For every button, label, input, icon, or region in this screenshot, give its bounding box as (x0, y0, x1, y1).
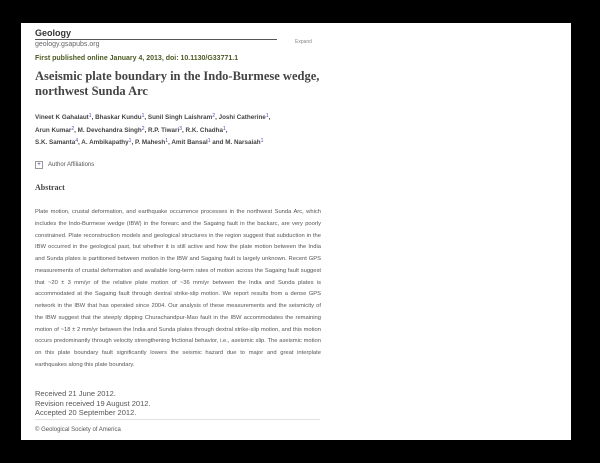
publication-line: First published online January 4, 2013, doi: 10.1130/G33771.1 (35, 55, 239, 62)
abstract-text: Plate motion, crustal deformation, and earthquake occurrence processes in the northwest Sunda Arc, which includes the Indo-Burmese wedge (IBW) in the forearc and the Sagaing fault in the backarc, are very poorly constrained. Plate reconstruction models and geological structures in the region suggest that subduction in the IBW occurred in the geological past, but whether it is still active and how the plate motion between the India and Sunda plates is partitioned between motion in the IBW and Sagaing fault is largely unknown. Recent GPS measurements of crustal deformation and available long-term rates of motion across the Sagaing fault suggest that ~20 ± 3 mm/yr of the relative plate motion of ~36 mm/yr between the India and Sunda plates is accommodated at the Sagaing fault through dextral strike-slip motion. We report results from a dense GPS network in the IBW that has operated since 2004. Our analysis of these measurements and the seismicity of the IBW suggest that the steeply dipping Churachandpur-Mao fault in the IBW accommodates the remaining motion of ~18 ± 2 mm/yr between the India and Sunda plates through dextral strike-slip motion, and this motion occurs predominantly through velocity strengthening frictional behavior, i.e., aseismic slip. The aseismic motion on this plate boundary fault significantly lowers the seismic hazard due to major and great interplate earthquakes along this plate boundary. (35, 209, 321, 368)
article-title: Aseismic plate boundary in the Indo-Burmese wedge, northwest Sunda Arc (35, 69, 320, 98)
divider (35, 419, 320, 420)
abstract-heading: Abstract (35, 183, 65, 192)
author[interactable]: M. Narsaiah$^1$ (225, 138, 264, 146)
author-affiliations-toggle[interactable] (35, 161, 94, 169)
article-page (21, 23, 571, 440)
received-date: Received 21 June 2012. (35, 389, 116, 398)
author[interactable]: S.K. Samanta$^4$ (35, 138, 79, 146)
accepted-date: Accepted 20 September 2012. (35, 408, 137, 417)
expand-link[interactable]: Expand (295, 39, 312, 45)
journal-name[interactable]: Geology (35, 28, 277, 40)
author[interactable]: M. Devchandra Singh$^2$ (77, 125, 145, 134)
plus-icon[interactable]: + (35, 161, 43, 169)
article-dates (35, 389, 151, 418)
journal-url[interactable]: geology.gsapubs.org (35, 41, 100, 48)
author[interactable]: Amit Bansal$^1$ (171, 138, 211, 146)
author[interactable]: Sunil Singh Laishram$^2$ (147, 113, 216, 121)
author[interactable]: R.P. Tiwari$^3$ (147, 125, 183, 134)
author[interactable]: A. Ambikapathy$^1$ (81, 138, 132, 146)
author-affiliations-label: Author Affiliations (48, 162, 95, 168)
revision-date: Revision received 19 August 2012. (35, 398, 151, 408)
author[interactable]: Vineet K Gahalaut$^1$ (35, 113, 92, 121)
copyright: © Geological Society of America (35, 427, 121, 433)
journal-header (35, 28, 277, 50)
author[interactable]: Bhaskar Kundu$^1$ (95, 113, 145, 121)
author[interactable]: Joshi Catherine$^1$ (218, 113, 269, 121)
author[interactable]: P. Mahesh$^1$ (134, 138, 169, 146)
author-list: Vineet K Gahalaut$^1$, Bhaskar Kundu$^1$, Sunil Singh Laishram$^2$, Joshi Catherine$^1$, Arun Kumar$^2$, M. Devchandra Singh$^2$, R.P. Tiwari$^3$, R.K. Chadha$^1$, S.K. Samanta$^4$, A. Ambikapathy$^1$, P. Mahesh$^1$, Amit Bansal$^1$ and M. Narsaiah$^1$ (35, 113, 271, 146)
author[interactable]: Arun Kumar$^2$ (35, 125, 75, 134)
author[interactable]: R.K. Chadha$^1$ (185, 125, 226, 134)
